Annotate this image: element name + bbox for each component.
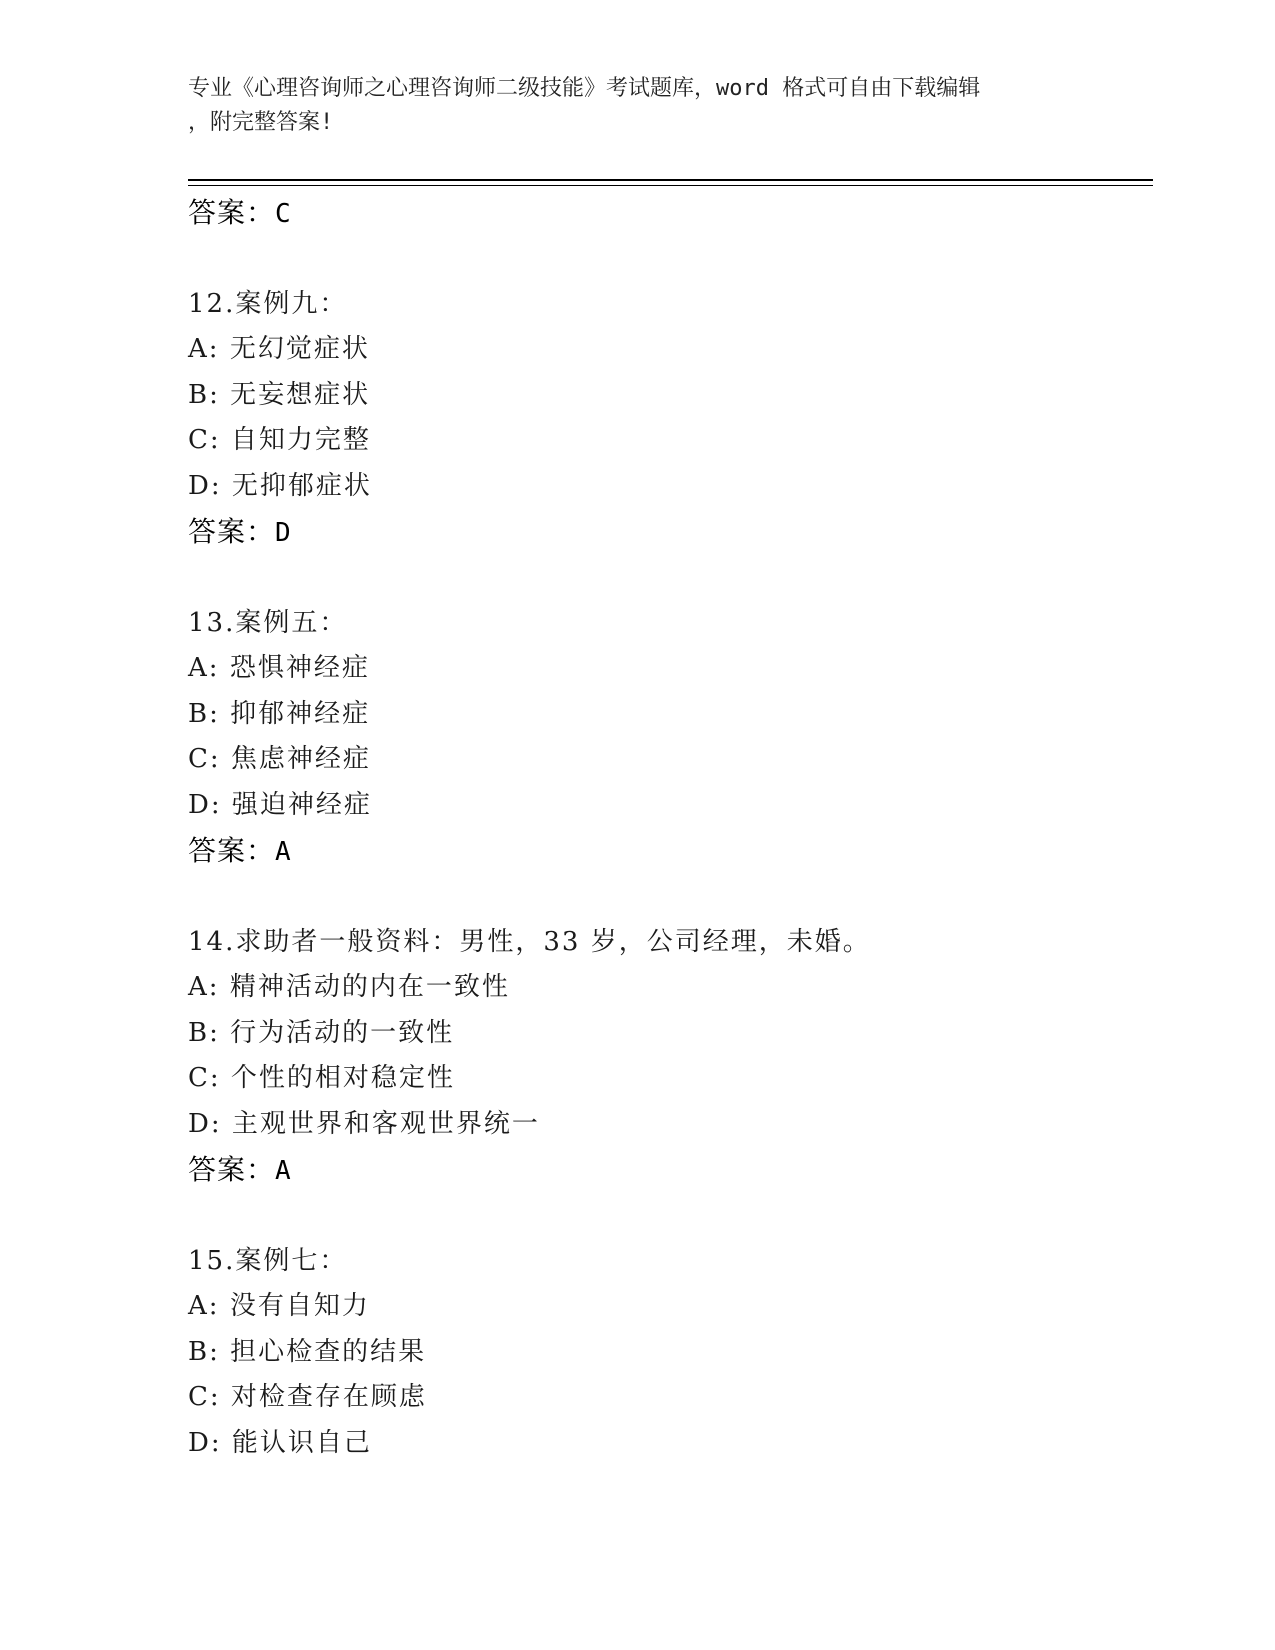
question-number: 15.: [188, 1245, 236, 1276]
option-a: [188, 965, 1153, 1011]
answer-value: C: [275, 199, 292, 229]
answer-label: 答案：: [188, 196, 276, 229]
answer-label: 答案：: [188, 834, 276, 867]
option-text: 无抑郁症状: [231, 470, 372, 501]
option-text: 抑郁神经症: [230, 698, 371, 729]
document-header: [188, 72, 1068, 140]
option-text: 个性的相对稳定性: [230, 1063, 455, 1093]
option-key: B:: [188, 1017, 220, 1048]
header-line-1: 专业《心理咨询师之心理咨询师二级技能》考试题库，word 格式可自由下载编辑: [188, 76, 981, 101]
option-d: [188, 783, 1153, 829]
option-text: 强迫神经症: [231, 789, 372, 820]
question-stem: [188, 1239, 1153, 1285]
header-rule-thin: [188, 185, 1153, 186]
option-text: 能认识自己: [231, 1427, 372, 1458]
question-12: [188, 282, 1153, 555]
option-key: A:: [188, 972, 220, 1002]
option-key: C:: [188, 1063, 221, 1093]
answer: [188, 509, 1153, 555]
option-a: [188, 1284, 1153, 1330]
question-stem: [188, 601, 1153, 647]
option-b: [188, 692, 1153, 738]
question-text: 求助者一般资料：男性，33 岁，公司经理，未婚。: [235, 926, 871, 957]
question-number: 12.: [188, 288, 236, 319]
question-number: 14.: [188, 926, 236, 957]
option-d: [188, 1421, 1153, 1467]
question-text: 案例七：: [235, 1245, 348, 1276]
option-key: A:: [188, 334, 220, 364]
answer: [188, 1147, 1153, 1193]
header-line-2: ，附完整答案!: [188, 110, 334, 135]
answer-label: 答案：: [188, 515, 276, 548]
option-b: [188, 1330, 1153, 1376]
option-c: [188, 1056, 1153, 1102]
question-stem: [188, 282, 1153, 328]
answer: [188, 828, 1153, 874]
option-text: 精神活动的内在一致性: [229, 972, 510, 1002]
question-14: [188, 920, 1153, 1193]
option-text: 担心检查的结果: [230, 1336, 427, 1367]
option-c: [188, 1375, 1153, 1421]
option-text: 自知力完整: [230, 425, 371, 455]
answer-value: A: [275, 837, 292, 867]
option-text: 无妄想症状: [230, 379, 371, 410]
option-text: 对检查存在顾虑: [230, 1382, 427, 1412]
option-key: D:: [188, 1427, 222, 1458]
question-text: 案例九：: [235, 288, 348, 319]
answer-value: A: [275, 1156, 292, 1186]
option-text: 无幻觉症状: [229, 334, 370, 364]
question-stem: [188, 920, 1153, 966]
question-number: 13.: [188, 607, 236, 638]
option-c: [188, 737, 1153, 783]
option-a: [188, 646, 1153, 692]
option-text: 主观世界和客观世界统一: [231, 1108, 540, 1139]
option-key: D:: [188, 1108, 222, 1139]
option-key: C:: [188, 1382, 221, 1412]
option-key: C:: [188, 425, 221, 455]
option-key: D:: [188, 470, 222, 501]
question-13: [188, 601, 1153, 874]
answer-value: D: [275, 518, 292, 548]
option-key: A:: [188, 1291, 220, 1321]
question-text: 案例五：: [235, 607, 348, 638]
option-text: 焦虑神经症: [230, 744, 371, 774]
previous-answer: [188, 190, 1153, 236]
option-d: [188, 464, 1153, 510]
answer-label: 答案：: [188, 1153, 276, 1186]
option-c: [188, 418, 1153, 464]
option-b: [188, 1011, 1153, 1057]
question-list: [188, 190, 1153, 1466]
option-key: D:: [188, 789, 222, 820]
option-key: B:: [188, 379, 220, 410]
option-key: B:: [188, 1336, 220, 1367]
option-b: [188, 373, 1153, 419]
option-text: 恐惧神经症: [229, 653, 370, 683]
option-key: A:: [188, 653, 220, 683]
option-d: [188, 1102, 1153, 1148]
question-15: [188, 1239, 1153, 1467]
header-rule-thick: [188, 179, 1153, 181]
option-a: [188, 327, 1153, 373]
option-text: 没有自知力: [229, 1291, 370, 1321]
option-key: B:: [188, 698, 220, 729]
option-key: C:: [188, 744, 221, 774]
option-text: 行为活动的一致性: [230, 1017, 455, 1048]
